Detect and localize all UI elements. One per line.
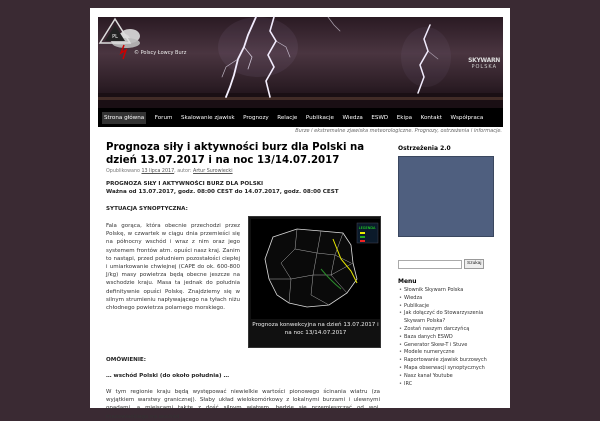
nav-item-publications[interactable]: Publikacje: [305, 114, 334, 121]
meta-prefix: Opublikowano: [106, 169, 140, 174]
menu-item-report-storms[interactable]: • Raportowanie zjawisk burzowych: [398, 357, 498, 365]
search-input[interactable]: [398, 260, 462, 269]
logo-caption: © Polscy Łowcy Burz: [134, 50, 187, 56]
nav-item-forecasts[interactable]: Prognozy: [243, 114, 269, 121]
brand-badge-text: PL: [112, 34, 118, 40]
post-meta: [106, 169, 380, 174]
forecast-heading-validity: Ważna od 13.07.2017, godz. 08:00 CEST do 14.07.2017, godz. 08:00 CEST: [106, 189, 339, 195]
synoptic-text: Fala gorąca, która obecnie przechodzi przez Polskę, w czwartek w ciągu dnia przemieści się na północny wschód i wraz z nim oraz jego systemem frontów atm. opuści nasz kraj. Zanim to nastąpi, przed południem pozostałości ciepłej i umiarkowanie chwiejnej (CAPE do ok. 600-800 J/kg) masy powietrza będą obecne jeszcze na wschodzie kraju. Masa ta jednak do południa definitywnie opuści Polskę. Znajdziemy się w silnym strumieniu napływającego na tyłach niżu chłodnego powietrza polarnego morskiego.: [106, 223, 240, 312]
menu-title: Menu: [398, 278, 417, 285]
post: [106, 141, 380, 421]
nav-item-home[interactable]: Strona główna: [102, 112, 146, 124]
nav-item-team[interactable]: Ekipa: [396, 114, 413, 121]
forecast-map[interactable]: [251, 219, 380, 319]
synoptic-block: [106, 222, 380, 354]
search-button[interactable]: Szukaj: [464, 259, 484, 269]
nav-item-reports[interactable]: Relacje: [277, 114, 298, 121]
header-banner: [98, 17, 503, 108]
legend-label: LEGENDA: [358, 226, 376, 230]
post-title[interactable]: Prognoza siły i aktywności burz dla Polski na dzień 13.07.2017 i na noc 13/14.07.2017: [106, 142, 365, 166]
search-form: [398, 259, 498, 269]
page: [90, 8, 510, 420]
post-author-link[interactable]: Artur Surowiecki: [193, 169, 233, 174]
nav-item-cooperation[interactable]: Współpraca: [450, 114, 484, 121]
menu-item-numerical-models[interactable]: • Modele numeryczne: [398, 349, 498, 357]
main-nav: [98, 108, 503, 127]
nav-item-eswd[interactable]: ESWD: [371, 114, 389, 121]
forecast-figure[interactable]: [248, 216, 381, 348]
menu-item-skewt-generator[interactable]: • Generator Skew-T i Stuve: [398, 342, 498, 350]
menu-item-publications[interactable]: • Publikacje: [398, 303, 498, 311]
menu-item-eswd-database[interactable]: • Baza danych ESWD: [398, 334, 498, 342]
menu-item-irc[interactable]: • IRC: [398, 381, 498, 389]
menu-item-youtube[interactable]: • Nasz kanał Youtube: [398, 373, 498, 381]
brand-name: SKYWARN: [468, 57, 500, 64]
nav-item-contact[interactable]: Kontakt: [420, 114, 442, 121]
sidebar-menu: [398, 287, 498, 388]
brand-sub: POLSKA: [471, 64, 497, 70]
region-text: W tym regionie kraju będą występować niewielkie wartości pionowego ścinania wiatru (za wyjątkiem warstwy granicznej). Słaby układ wielokomórkowy z lokalnymi burzami i ulewnymi opadami, a miejscami także z dość silnym wiatrem, będzie się przemieszczać od woj. mazowieckiego na wschód.: [106, 389, 380, 420]
region-heading: … wschód Polski (do około południa) …: [106, 373, 230, 379]
section-discussion: OMÓWIENIE:: [106, 357, 146, 363]
warnings-widget[interactable]: [398, 156, 494, 237]
sidebar: [398, 141, 498, 388]
nav-item-knowledge[interactable]: Wiedza: [342, 114, 363, 121]
post-date-link[interactable]: 13 lipca 2017: [141, 169, 175, 174]
menu-item-join[interactable]: • Jak dołączyć do Stowarzyszenia Skywarn Polska?: [398, 310, 498, 326]
poland-map-icon: [251, 219, 380, 319]
menu-item-donate[interactable]: • Zostań naszym darczyńcą: [398, 326, 498, 334]
nav-item-scales[interactable]: Skalowanie zjawisk: [180, 114, 235, 121]
meta-mid: , autor:: [174, 169, 192, 174]
skywarn-triangle-icon[interactable]: [98, 17, 132, 55]
nav-item-forum[interactable]: Forum: [154, 114, 173, 121]
site-tagline: Burze i ekstremalne zjawiska meteorologiczne. Prognozy, ostrzeżenia i informacje.: [295, 128, 502, 134]
menu-item-knowledge[interactable]: • Wiedza: [398, 295, 498, 303]
menu-item-glossary[interactable]: • Słownik Skywarn Polska: [398, 287, 498, 295]
section-synoptic: SYTUACJA SYNOPTYCZNA:: [106, 206, 188, 212]
warnings-title: Ostrzeżenia 2.0: [398, 145, 451, 152]
figure-caption: Prognoza konwekcyjna na dzień 13.07.2017 i na noc 13/14.07.2017: [252, 322, 379, 336]
forecast-heading: [106, 180, 380, 196]
forecast-heading-title: PROGNOZA SIŁY I AKTYWNOŚCI BURZ DLA POLSKI: [106, 181, 264, 187]
lightning-photo: [98, 17, 503, 108]
menu-item-synoptic-map[interactable]: • Mapa obserwacji synoptycznych: [398, 365, 498, 373]
